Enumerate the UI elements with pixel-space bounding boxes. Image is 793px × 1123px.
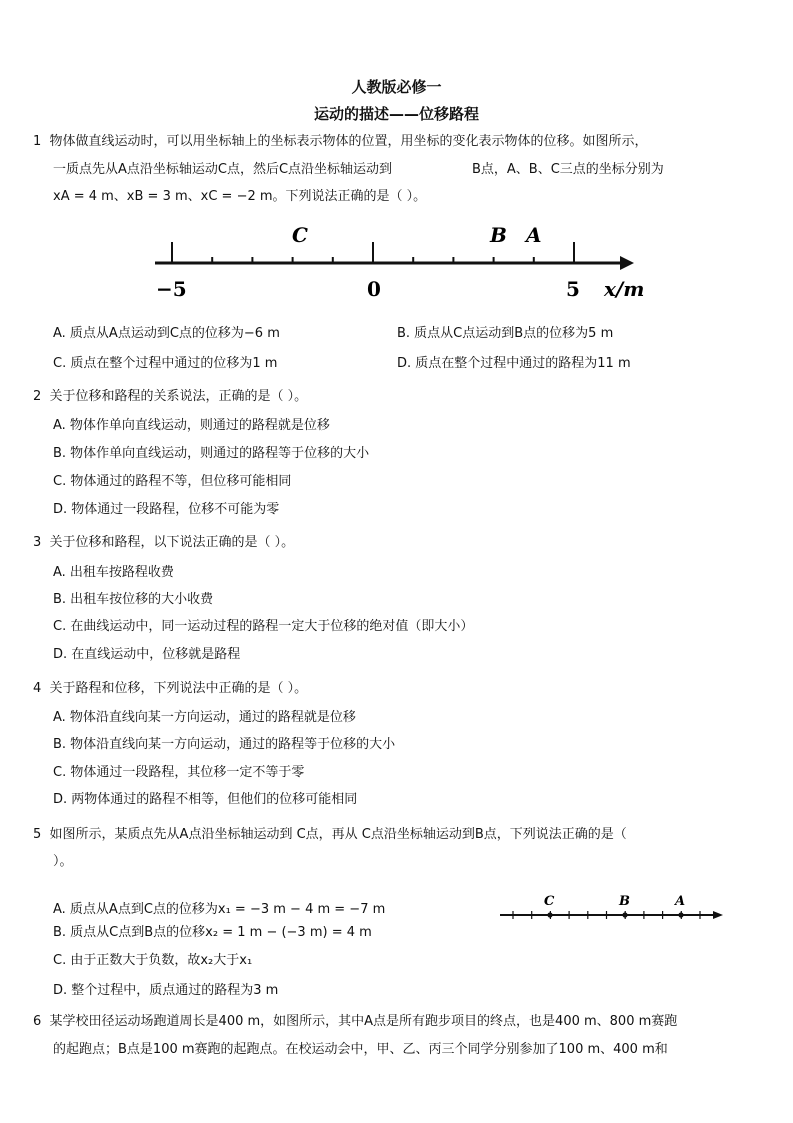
question-6-line-1: 6 某学校田径运动场跑道周长是400 m，如图所示，其中A点是所有跑步项目的终点，也是400 m、800 m赛跑 bbox=[33, 1014, 678, 1029]
question-1-option-c[interactable]: C. 质点在整个过程中通过的位移为1 m bbox=[53, 356, 278, 371]
point-label-b: B bbox=[619, 894, 630, 909]
number-line-figure-2 bbox=[495, 888, 730, 928]
axis-ticks bbox=[172, 242, 574, 263]
question-5-option-c[interactable]: C. 由于正数大于负数，故x₂大于x₁ bbox=[53, 953, 253, 968]
point-a bbox=[678, 912, 683, 917]
question-3-stem: 3 关于位移和路程，以下说法正确的是（ ）。 bbox=[33, 535, 295, 550]
axis-unit-label: x/m bbox=[604, 277, 645, 301]
axis-arrow bbox=[713, 911, 723, 919]
question-6-line-2: 的起跑点；B点是100 m赛跑的起跑点。在校运动会中，甲、乙、丙三个同学分别参加了100 m、400 m和 bbox=[53, 1042, 668, 1057]
question-3-option-a[interactable]: A. 出租车按路程收费 bbox=[53, 565, 174, 580]
question-4-option-d[interactable]: D. 两物体通过的路程不相等，但他们的位移可能相同 bbox=[53, 792, 358, 807]
document-subtitle: 运动的描述——位移路程 bbox=[313, 105, 479, 123]
question-2-option-a[interactable]: A. 物体作单向直线运动，则通过的路程就是位移 bbox=[53, 418, 330, 433]
question-3-option-b[interactable]: B. 出租车按位移的大小收费 bbox=[53, 592, 214, 607]
number-line-figure-1 bbox=[150, 220, 650, 302]
tick-label-max: 5 bbox=[566, 277, 580, 301]
question-4-stem: 4 关于路程和位移，下列说法中正确的是（ ）。 bbox=[33, 681, 308, 696]
question-1-line-3: xA = 4 m、xB = 3 m、xC = −2 m。下列说法正确的是（ ）。 bbox=[53, 189, 427, 204]
point-label-b: B bbox=[490, 223, 507, 247]
question-4-option-b[interactable]: B. 物体沿直线向某一方向运动，通过的路程等于位移的大小 bbox=[53, 737, 396, 752]
point-label-a: A bbox=[526, 223, 542, 247]
tick-label-min: −5 bbox=[156, 277, 187, 301]
question-2-option-b[interactable]: B. 物体作单向直线运动，则通过的路程等于位移的大小 bbox=[53, 446, 370, 461]
point-b bbox=[622, 912, 627, 917]
question-1-option-b[interactable]: B. 质点从C点运动到B点的位移为5 m bbox=[397, 326, 614, 341]
question-5-option-a[interactable]: A. 质点从A点到C点的位移为x₁ = −3 m − 4 m = −7 m bbox=[53, 902, 386, 917]
question-2-stem: 2 关于位移和路程的关系说法，正确的是（ ）。 bbox=[33, 389, 308, 404]
question-2-option-d[interactable]: D. 物体通过一段路程，位移不可能为零 bbox=[53, 502, 280, 517]
question-1-option-a[interactable]: A. 质点从A点运动到C点的位移为−6 m bbox=[53, 326, 280, 341]
question-number: 1 bbox=[33, 134, 42, 149]
question-5-line-1: 5 如图所示，某质点先从A点沿坐标轴运动到 C点，再从 C点沿坐标轴运动到B点，下列说法正确的是（ bbox=[33, 827, 627, 842]
question-1-option-d[interactable]: D. 质点在整个过程中通过的路程为11 m bbox=[397, 356, 631, 371]
question-4-option-a[interactable]: A. 物体沿直线向某一方向运动，通过的路程就是位移 bbox=[53, 710, 356, 725]
point-label-a: A bbox=[675, 894, 686, 909]
question-1-line-2a: 一质点先从A点沿坐标轴运动C点，然后C点沿坐标轴运动到 bbox=[53, 162, 393, 177]
question-4-option-c[interactable]: C. 物体通过一段路程，其位移一定不等于零 bbox=[53, 765, 305, 780]
question-2-option-c[interactable]: C. 物体通过的路程不等，但位移可能相同 bbox=[53, 474, 292, 489]
document-title: 人教版必修一 bbox=[351, 78, 442, 96]
question-5-option-b[interactable]: B. 质点从C点到B点的位移x₂ = 1 m − (−3 m) = 4 m bbox=[53, 925, 372, 940]
axis-arrow bbox=[620, 256, 634, 270]
point-c bbox=[547, 912, 552, 917]
question-5-option-d[interactable]: D. 整个过程中，质点通过的路程为3 m bbox=[53, 983, 279, 998]
point-label-c: C bbox=[292, 223, 308, 247]
question-1-line-2b: B点，A、B、C三点的坐标分别为 bbox=[472, 162, 664, 177]
tick-label-zero: 0 bbox=[367, 277, 381, 301]
question-1-line-1: 1 物体做直线运动时，可以用坐标轴上的坐标表示物体的位置，用坐标的变化表示物体的位移。如图所示， bbox=[33, 134, 648, 149]
question-3-option-c[interactable]: C. 在曲线运动中，同一运动过程的路程一定大于位移的绝对值（即大小） bbox=[53, 619, 474, 634]
question-3-option-d[interactable]: D. 在直线运动中，位移就是路程 bbox=[53, 647, 241, 662]
question-5-line-2: ）。 bbox=[53, 854, 73, 869]
point-label-c: C bbox=[544, 894, 555, 909]
